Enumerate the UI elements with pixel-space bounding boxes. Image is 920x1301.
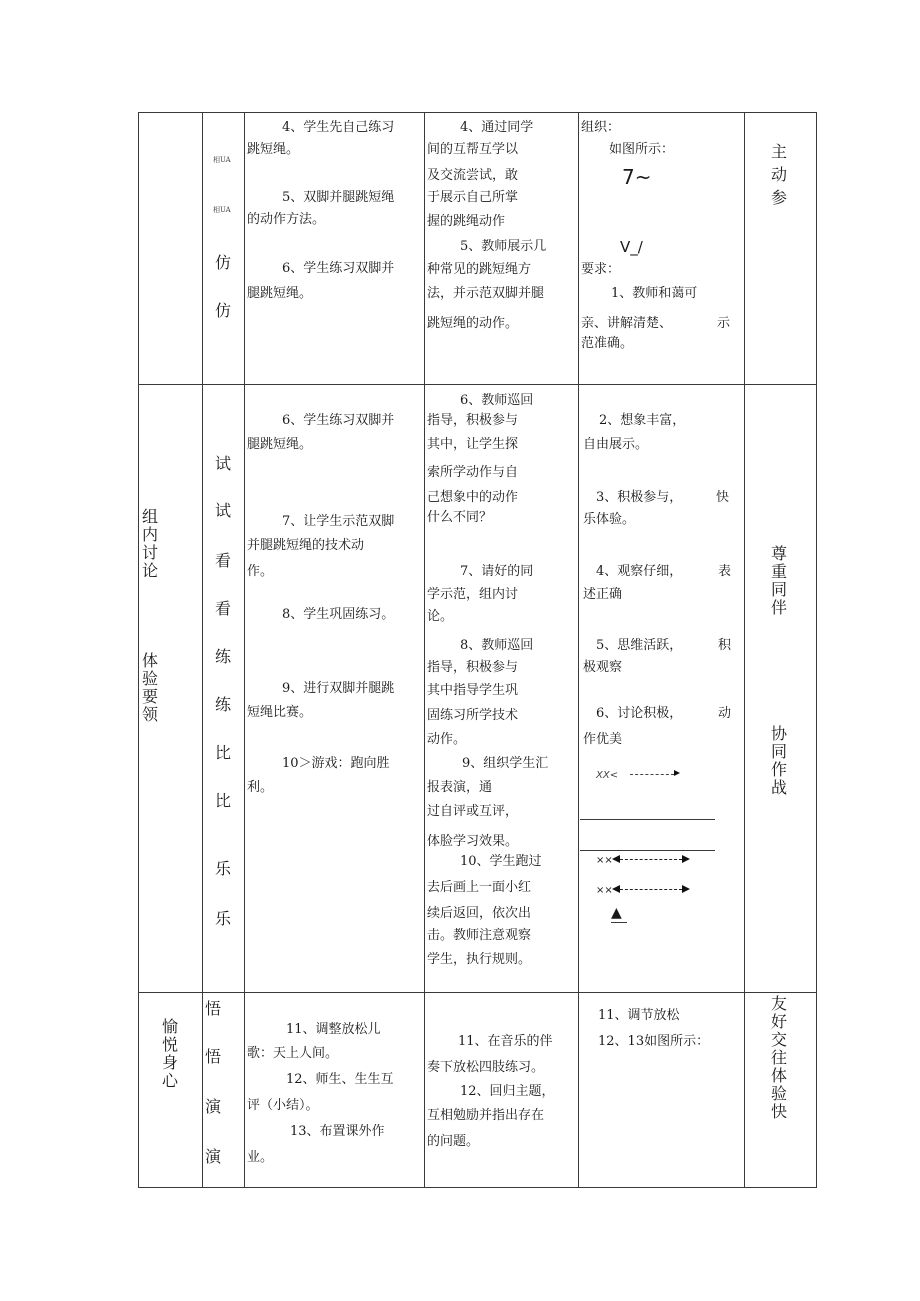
triangle-underline (611, 922, 627, 923)
goal-label-cooperate: 协同作战 (771, 724, 788, 797)
teacher-text: 索所学动作与自 (427, 465, 519, 480)
formation-label-xx: ×× (596, 885, 613, 896)
teacher-text: 跳短绳的动作。 (427, 316, 519, 331)
phase-char: 乐 (215, 909, 232, 928)
org-text: 乐体验。 (583, 512, 636, 527)
teacher-text: 5、教师展示几 (460, 239, 547, 254)
org-text: 自由展示。 (583, 437, 649, 452)
arrow-left-icon (612, 885, 620, 893)
col-line-6 (744, 112, 745, 1188)
student-text: 跳短绳。 (247, 142, 300, 157)
org-text: 1、教师和蔼可 (611, 286, 698, 301)
teacher-text: 体脸学习效果。 (427, 834, 519, 849)
row-divider-2 (138, 992, 817, 993)
student-text: 5、双脚并腿跳短绳 (282, 190, 395, 205)
teacher-text: 种常见的跳短绳方 (427, 262, 532, 277)
student-text: 11、调整放松儿 (286, 1022, 381, 1037)
section-label-experience: 体验要领 (142, 651, 159, 724)
org-text: 极观察 (583, 660, 623, 675)
col-line-4 (424, 112, 425, 1188)
phase-char: 练 (215, 695, 232, 714)
teacher-text: 击。教师注意观察 (427, 928, 532, 943)
student-text: 9、进行双脚并腿跳 (282, 681, 395, 696)
col-line-1 (138, 112, 139, 1188)
teacher-position-triangle-icon: ▲ (611, 905, 622, 921)
teacher-text: 及交流尝试，敢 (427, 168, 519, 183)
teacher-text: 学示范，组内讨 (427, 587, 519, 602)
org-text: 积 (718, 638, 732, 653)
phase-char: 试 (215, 501, 232, 520)
teacher-text: 法，并示范双脚并腿 (427, 286, 545, 301)
teacher-text: 9、组织学生汇 (462, 756, 549, 771)
row-divider-1 (138, 384, 817, 385)
col-line-5 (578, 112, 579, 1188)
student-text: 12、师生、生生互 (286, 1072, 394, 1087)
teacher-text: 奏下放松四肢练习。 (427, 1060, 545, 1075)
org-text: 6、讨论积极， (596, 706, 683, 721)
teacher-text: 11、在音乐的伴 (458, 1034, 553, 1049)
teacher-text: 什么不同？ (427, 510, 493, 525)
formation-boundary-line (580, 819, 715, 820)
teacher-text: 于展示自己所掌 (427, 190, 519, 205)
teacher-text: 7、请好的同 (460, 564, 534, 579)
col-line-2 (202, 112, 203, 1188)
teacher-text: 12、回归主题， (460, 1084, 555, 1099)
teacher-text: 4、通过同学 (460, 120, 534, 135)
teacher-text: 论。 (427, 609, 454, 624)
phase-char: 乐 (215, 859, 232, 878)
phase-char: 演 (205, 1147, 222, 1166)
student-text: 4、学生先自己练习 (282, 120, 395, 135)
phase-char-imitate-2: 仿 (215, 301, 232, 320)
phase-char: 试 (215, 454, 232, 473)
student-text: 6、学生练习双脚并 (282, 413, 395, 428)
goal-label-active: 主动参 (771, 142, 788, 207)
student-text: 短绳比赛。 (247, 705, 313, 720)
teacher-text: 动作。 (427, 732, 467, 747)
teacher-text: 指导，积极参与 (427, 660, 519, 675)
student-text: 8、学生巩固练习。 (282, 607, 395, 622)
teacher-text: 报表演，通 (427, 780, 493, 795)
arrow-right-icon (682, 885, 690, 893)
org-text: 动 (718, 706, 732, 721)
org-text: 12、13如图所示： (598, 1034, 710, 1049)
teacher-text: 8、教师巡回 (460, 638, 534, 653)
student-text: 7、让学生示范双脚 (282, 514, 395, 529)
teacher-text: 学生，执行规则。 (427, 952, 532, 967)
teacher-text: 续后返回，依次出 (427, 906, 532, 921)
arrow-left-icon (612, 855, 620, 863)
formation-boundary-line (580, 850, 715, 851)
student-text: 6、学生练习双脚并 (282, 261, 395, 276)
org-text: 快 (716, 490, 730, 505)
student-text: 的动作方法。 (247, 212, 326, 227)
teacher-text: 己想象中的动作 (427, 490, 519, 505)
student-text: 13、布置课外作 (290, 1124, 385, 1139)
student-text: 歌：天上人间。 (247, 1046, 339, 1061)
table-top-border (138, 112, 817, 113)
teacher-text: 6、教师巡回 (460, 393, 534, 408)
org-text: 4、观察仔细， (596, 564, 683, 579)
phase-char: 练 (215, 647, 232, 666)
org-text: 作优美 (583, 732, 623, 747)
phase-char: 演 (205, 1097, 222, 1116)
org-text: 如图所示： (609, 142, 675, 157)
goal-label-respect: 尊重同伴 (771, 544, 788, 617)
teacher-text: 固练习所学技术 (427, 708, 519, 723)
phase-char: 比 (215, 791, 232, 810)
student-text: 10＞游戏：跑向胜 (282, 756, 390, 771)
phase-char: 比 (215, 743, 232, 762)
org-text: 表 (718, 564, 732, 579)
teacher-text: 10、学生跑过 (460, 854, 542, 869)
org-text: 要求： (581, 262, 621, 277)
goal-label-friendly: 友好交往体验快 (771, 994, 788, 1121)
phase-char: 看 (215, 599, 232, 618)
org-text: 示 (717, 316, 731, 331)
student-text: 腿跳短绳。 (247, 286, 313, 301)
teacher-text: 过自评或互评， (427, 804, 519, 819)
arrow-right-icon (674, 770, 680, 776)
small-label-2: 相UA (213, 206, 231, 214)
student-text: 利。 (247, 780, 274, 795)
formation-arrow-line (620, 889, 682, 890)
org-figure-symbol: 7~ (622, 165, 652, 189)
student-text: 评（小结）。 (247, 1098, 319, 1113)
section-label-discuss: 组内讨论 (142, 507, 159, 580)
student-text: 作。 (247, 564, 274, 579)
org-text: 3、积极参与， (596, 490, 683, 505)
formation-arrow-line (620, 859, 682, 860)
org-figure-symbol: V_/ (620, 238, 643, 256)
section-label-relax: 愉悦身心 (162, 1017, 179, 1090)
org-text: 2、想象丰富， (599, 413, 686, 428)
table-bottom-border (138, 1187, 817, 1188)
org-text: 亲、讲解清楚、 (581, 316, 673, 331)
col-line-7 (816, 112, 817, 1188)
teacher-text: 其中指导学生巩 (427, 683, 519, 698)
teacher-text: 其中，让学生探 (427, 437, 519, 452)
phase-char: 悟 (205, 1047, 222, 1066)
student-text: 腿跳短绳。 (247, 437, 313, 452)
teacher-text: 的问题。 (427, 1134, 480, 1149)
phase-char-imitate-1: 仿 (215, 253, 232, 272)
org-text: 述正确 (583, 587, 623, 602)
org-text: 11、调节放松 (598, 1008, 680, 1023)
org-text: 5、思维活跃， (596, 638, 683, 653)
student-text: 业。 (247, 1150, 274, 1165)
org-text: 范准确。 (581, 336, 634, 351)
col-line-3 (244, 112, 245, 1188)
org-text: 组织： (581, 120, 621, 135)
formation-label-xx: ×× (596, 855, 613, 866)
teacher-text: 去后画上一面小红 (427, 880, 532, 895)
formation-arrow-line (630, 774, 674, 775)
arrow-right-icon (682, 855, 690, 863)
phase-char: 悟 (205, 999, 222, 1018)
phase-char: 看 (215, 551, 232, 570)
teacher-text: 间的互帮互学以 (427, 142, 519, 157)
teacher-text: 互相勉励并指出存在 (427, 1108, 545, 1123)
teacher-text: 握的跳绳动作 (427, 214, 506, 229)
formation-label-xx: XX< (596, 770, 619, 781)
student-text: 并腿跳短绳的技术动 (247, 538, 365, 553)
small-label-1: 相UA (213, 156, 231, 164)
teacher-text: 指导，积极参与 (427, 413, 519, 428)
